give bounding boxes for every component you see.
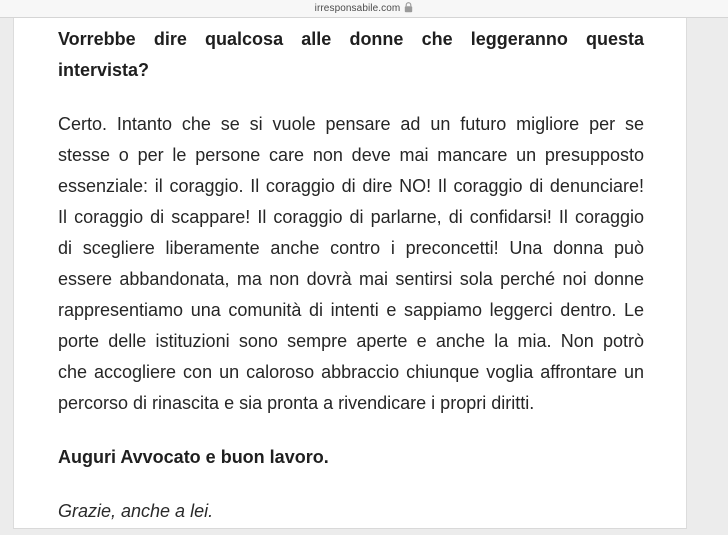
closing-wishes-line: Auguri Avvocato e buon lavoro. xyxy=(58,447,329,467)
browser-titlebar[interactable] xyxy=(0,0,728,18)
paragraph-line: stesse o per le persone care non deve mai mancare un presupposto xyxy=(58,145,644,165)
address-domain-label[interactable]: irresponsabile.com xyxy=(314,3,401,14)
paragraph-line: rappresentiamo una comunità di intenti e sappiamo leggerci dentro. Le xyxy=(58,300,644,320)
page-background xyxy=(0,18,728,535)
paragraph-line: Il coraggio di scappare! Il coraggio di parlarne, di confidarsi! Il coraggio xyxy=(58,207,644,227)
paragraph-line: essere abbandonata, ma non dovrà mai sentirsi sola perché noi donne xyxy=(58,269,644,289)
padlock-icon xyxy=(404,0,413,18)
closing-reply-line: Grazie, anche a lei. xyxy=(58,501,214,521)
heading-line: Vorrebbe dire qualcosa alle donne che leggeranno questa xyxy=(58,29,644,49)
paragraph-line: percorso di rinascita e sia pronta a rivendicare i propri diritti. xyxy=(58,393,535,413)
paragraph-line: Certo. Intanto che se si vuole pensare ad un futuro migliore per se xyxy=(58,114,644,134)
paragraph-line: che accogliere con un caloroso abbraccio chiunque voglia affrontare un xyxy=(58,362,644,382)
paragraph-line: essenziale: il coraggio. Il coraggio di dire NO! Il coraggio di denunciare! xyxy=(58,176,644,196)
paragraph-line: porte delle istituzioni sono sempre aperte e anche la mia. Non potrò xyxy=(58,331,644,351)
heading-line: intervista? xyxy=(58,60,150,80)
article-answer-paragraph xyxy=(58,109,644,419)
article-page xyxy=(13,18,687,529)
article-question-heading xyxy=(58,24,644,86)
paragraph-line: di scegliere liberamente anche contro i preconcetti! Una donna può xyxy=(58,238,644,258)
